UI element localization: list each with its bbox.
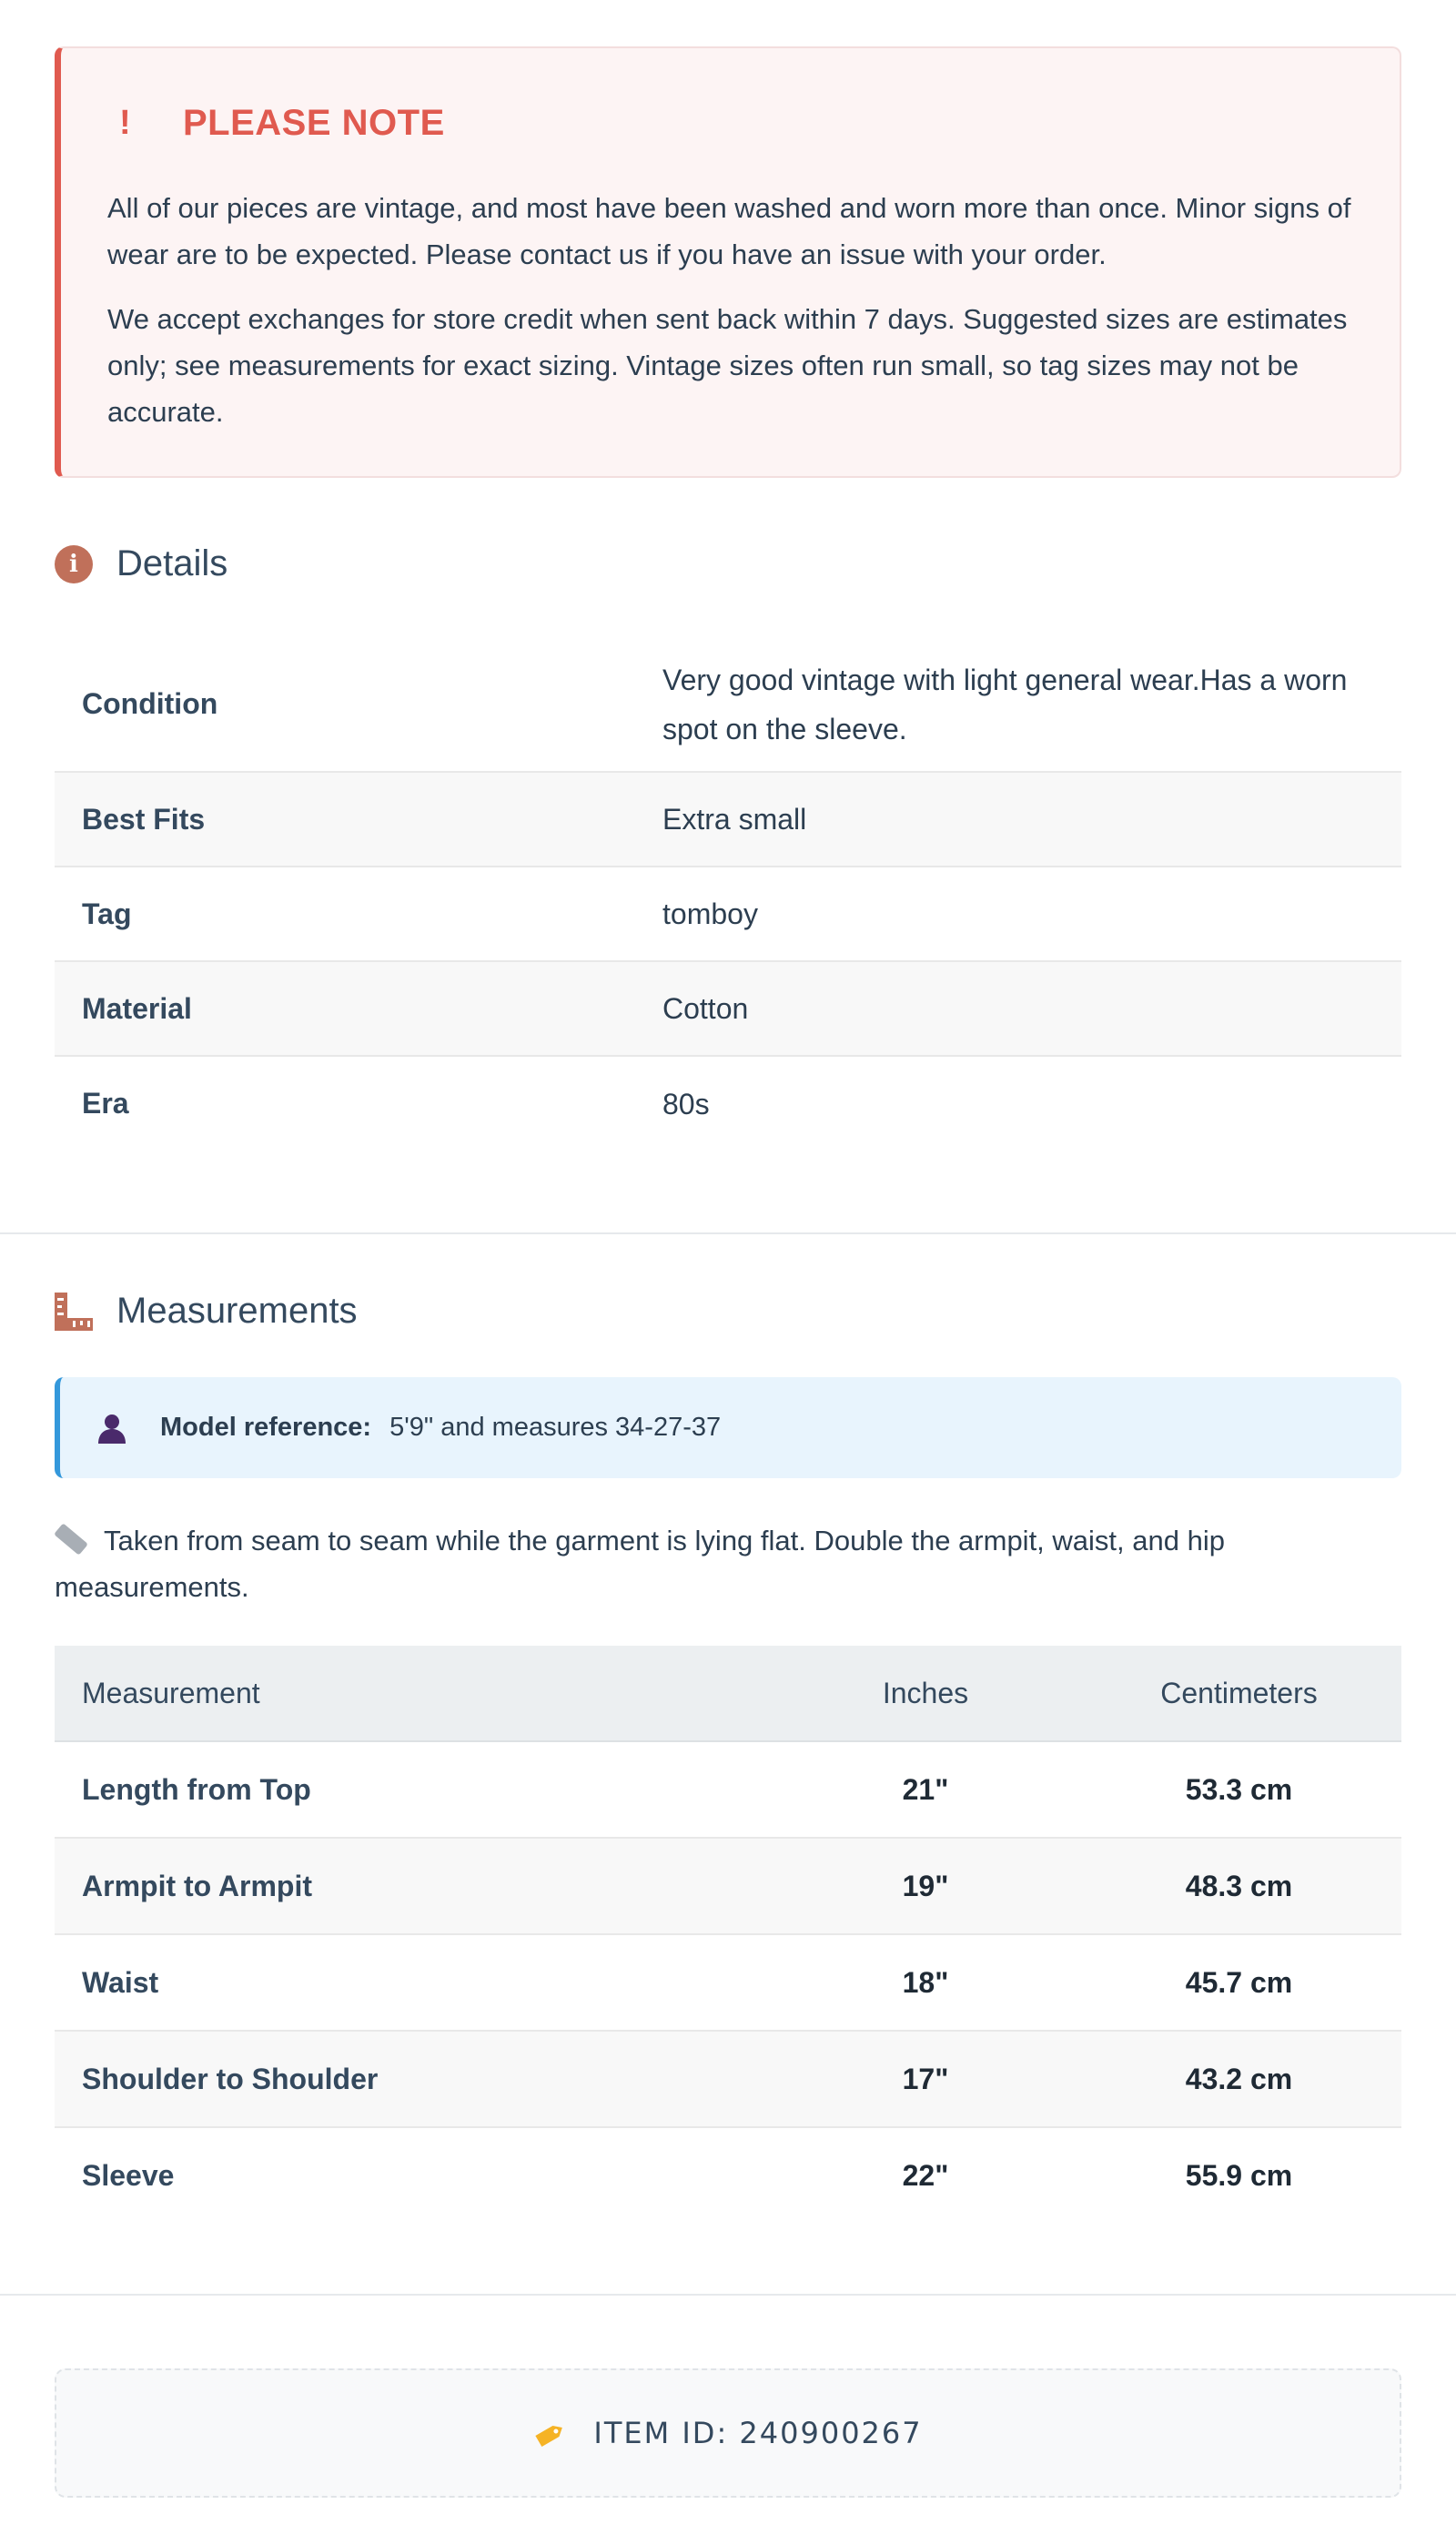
measurements-header: [55, 1291, 358, 1332]
table-row: [55, 1934, 1401, 2031]
measurement-cm: 43.2 cm: [1077, 2031, 1401, 2127]
measurement-cm: 55.9 cm: [1185, 2158, 1293, 2192]
notice-paragraph: We accept exchanges for store credit when sent back within 7 days. Suggested sizes are estimates only; see measurements for exact sizing. Vintage sizes often run small, so tag sizes may not be accurate.: [107, 303, 1348, 428]
measurement-name: Length from Top: [55, 1741, 774, 1838]
detail-value: Extra small: [662, 772, 1401, 867]
tape-measure-icon: [54, 1523, 88, 1555]
column-header-measurement: Measurement: [55, 1646, 774, 1741]
measurements-table: [55, 1646, 1401, 2223]
measurement-cm: 45.7 cm: [1077, 1934, 1401, 2031]
measurement-inches: 18": [774, 1934, 1077, 2031]
table-row: [55, 2031, 1401, 2127]
measurement-name: Shoulder to Shoulder: [55, 2031, 774, 2127]
measurement-name: Sleeve: [82, 2158, 175, 2192]
person-icon: [96, 1413, 127, 1444]
model-reference-label: Model reference:: [160, 1413, 372, 1442]
notice-title: PLEASE NOTE: [183, 103, 445, 143]
details-row: [55, 867, 1401, 961]
measurement-name: Armpit to Armpit: [55, 1838, 774, 1934]
notice-paragraph: All of our pieces are vintage, and most have been washed and worn more than once. Minor signs of wear are to be expected. Please contact us if you have an issue with your order.: [107, 192, 1351, 270]
measurement-inches: 21": [774, 1741, 1077, 1838]
detail-value: 80s: [662, 1087, 710, 1120]
section-divider: [0, 2294, 1456, 2296]
details-row: [55, 772, 1401, 867]
details-row: [55, 961, 1401, 1056]
measurement-cm: 48.3 cm: [1077, 1838, 1401, 1934]
table-row: [55, 1741, 1401, 1838]
measurement-cm: 53.3 cm: [1077, 1741, 1401, 1838]
detail-value: tomboy: [662, 867, 1401, 961]
measurements-title: Measurements: [116, 1291, 358, 1331]
measurement-inches: 22": [902, 2158, 949, 2192]
detail-key: Era: [82, 1087, 129, 1120]
info-circle-icon: i: [55, 545, 93, 583]
price-tag-icon: [533, 2421, 566, 2445]
detail-value: Very good vintage with light general wear.Has a worn spot on the sleeve.: [662, 637, 1401, 772]
detail-value: Cotton: [662, 961, 1401, 1056]
model-reference-box: [55, 1377, 1401, 1478]
detail-key: Material: [55, 961, 662, 1056]
ruler-icon: [55, 1293, 93, 1331]
item-id-label: ITEM ID: 240900267: [593, 2416, 923, 2450]
notice-header: [119, 103, 445, 144]
details-title: Details: [116, 543, 228, 583]
please-note-box: [55, 46, 1401, 478]
table-row: [55, 2127, 1401, 2223]
model-reference-value: 5'9" and measures 34-27-37: [389, 1413, 722, 1442]
table-header-row: [55, 1646, 1401, 1741]
column-header-inches: Inches: [774, 1646, 1077, 1741]
detail-key: Tag: [55, 867, 662, 961]
details-header: [55, 543, 228, 584]
table-row: [55, 1838, 1401, 1934]
measurement-inches: 17": [774, 2031, 1077, 2127]
details-row: [55, 637, 1401, 772]
exclamation-icon: !: [119, 104, 131, 142]
item-id-box: [55, 2368, 1401, 2498]
detail-key: Best Fits: [55, 772, 662, 867]
detail-key: Condition: [55, 637, 662, 772]
measurement-name: Waist: [55, 1934, 774, 2031]
measurement-note: [55, 1517, 1401, 1610]
column-header-centimeters: Centimeters: [1077, 1646, 1401, 1741]
details-table: [55, 637, 1401, 1151]
measurement-inches: 19": [774, 1838, 1077, 1934]
measurement-note-text: Taken from seam to seam while the garment is lying flat. Double the armpit, waist, and hip measurements.: [55, 1525, 1225, 1603]
details-row: [55, 1056, 1401, 1151]
section-divider: [0, 1232, 1456, 1234]
